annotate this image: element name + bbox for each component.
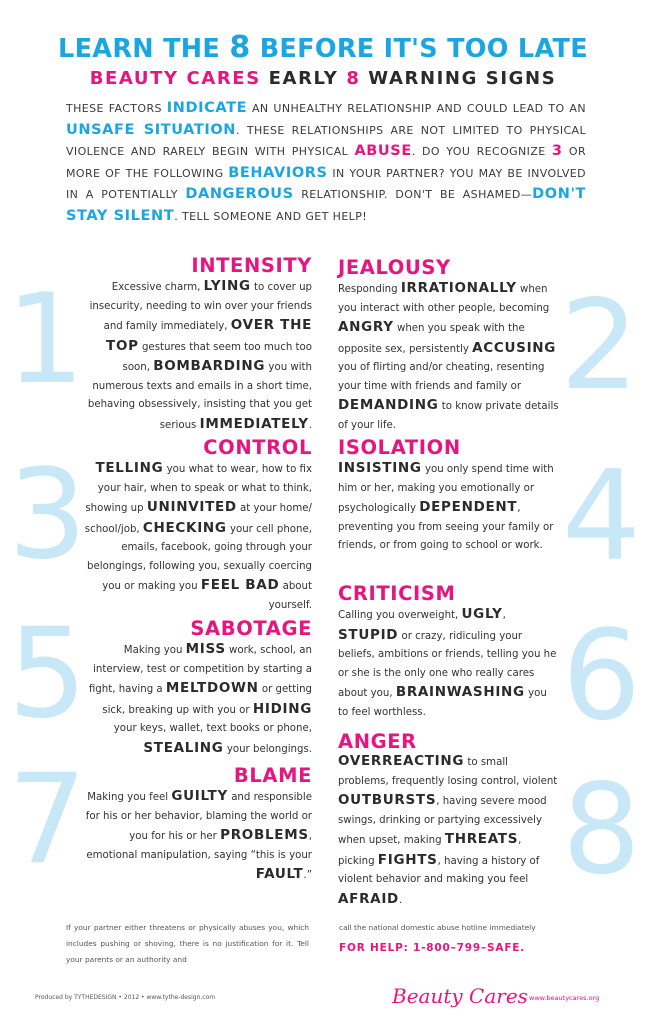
title-number: 8 [229, 30, 251, 65]
desc-text: .” [303, 870, 312, 881]
website-url: www.beautycares.org [529, 994, 600, 1002]
sign-description-control [84, 459, 312, 615]
desc-keyword: FAULT [255, 866, 304, 882]
sign-title-anger: ANGER [338, 730, 417, 753]
desc-keyword: AFRAID [338, 890, 399, 907]
sign-title-intensity: INTENSITY [191, 254, 312, 277]
desc-text: you what to wear, how to fix your hair, when to speak or what to think, showing up [85, 464, 312, 514]
desc-text: , having a history of violent behavior and making you feel [338, 855, 540, 885]
intro-keyword: ABUSE [354, 143, 412, 159]
intro-keyword: BEHAVIORS [228, 164, 328, 181]
intro-text: RELATIONSHIP. DON'T BE ASHAMED— [293, 188, 533, 201]
helpline-number: FOR HELP: 1-800–799–SAFE. [339, 942, 526, 954]
desc-keyword: GUILTY [171, 788, 228, 804]
desc-text: to cover up insecurity, needing to win over your friends and family immediately, [89, 282, 312, 332]
title-text-b: BEFORE IT'S TOO LATE [250, 34, 588, 64]
subtitle-text-b: EARLY [260, 68, 347, 89]
desc-keyword: BRAINWASHING [395, 684, 525, 700]
desc-text: . [398, 894, 403, 906]
desc-text: to small problems, frequently losing control, violent [338, 757, 558, 787]
subtitle-brand: BEAUTY CARES [89, 68, 261, 89]
intro-keyword: UNSAFE SITUATION [66, 121, 236, 138]
sign-description-sabotage [84, 640, 312, 759]
intro-text: . TELL SOMEONE AND GET HELP! [174, 209, 368, 223]
desc-text: you with numerous texts and emails in a short time, behaving obsessively, insisting that you get serious [87, 362, 312, 431]
desc-keyword: UNINVITED [146, 499, 237, 515]
desc-text: your cell phone, emails, facebook, going through your belongings, following you, sexually coercing you or making you [87, 523, 312, 592]
design-credit: Produced by TYTHEDESIGN • 2012 • www.tythe-design.com [35, 994, 216, 1001]
desc-text: when you speak with the opposite sex, persistently [338, 323, 525, 355]
desc-text: , preventing you from seeing your family or friends, or from going to school or work. [338, 503, 554, 551]
sign-description-intensity [84, 277, 312, 435]
desc-keyword: FEEL BAD [200, 577, 280, 593]
desc-text: , [502, 610, 506, 621]
desc-text: Making you [123, 645, 186, 656]
desc-text: your keys, wallet, text books or phone, [113, 723, 312, 734]
desc-keyword: PROBLEMS [220, 827, 309, 843]
sign-description-anger [338, 752, 560, 910]
desc-text: , emotional manipulation, saying “this is your [86, 831, 312, 861]
intro-keyword: 3 [551, 143, 563, 159]
subtitle-text-c: WARNING SIGNS [360, 68, 557, 89]
sign-title-control: CONTROL [203, 436, 312, 459]
desc-text: when you interact with other people, becoming [338, 284, 550, 314]
footer-note-left: If your partner either threatens or physically abuses you, which includes pushing or shoving, there is no justification for it. Tell your parents or an authority and [66, 923, 309, 964]
desc-keyword: STEALING [143, 739, 224, 756]
sign-number-6: 6 [562, 604, 641, 748]
desc-text: to know private details of your life. [338, 401, 559, 431]
desc-keyword: MELTDOWN [165, 680, 259, 696]
desc-keyword: HIDING [252, 700, 312, 717]
desc-text: work, school, an interview, test or competition by starting a fight, having a [88, 645, 312, 695]
page-title [0, 30, 646, 65]
sign-number-7: 7 [8, 748, 87, 892]
desc-text: , picking [338, 835, 522, 867]
desc-keyword: INSISTING [338, 460, 422, 476]
desc-keyword: FIGHTS [377, 851, 438, 868]
desc-keyword: IMMEDIATELY [199, 415, 309, 432]
desc-text: Excessive charm, [111, 282, 204, 293]
desc-text: Calling you overweight, [338, 610, 462, 621]
sign-number-1: 1 [6, 268, 85, 412]
sign-title-criticism: CRITICISM [338, 582, 456, 605]
desc-keyword: OUTBURSTS [338, 792, 437, 808]
desc-text: . [308, 419, 312, 431]
desc-text: Making you feel [87, 792, 172, 803]
desc-keyword: THREATS [444, 831, 519, 847]
desc-keyword: DEPENDENT [419, 499, 518, 515]
sign-number-8: 8 [562, 758, 641, 902]
sign-title-jealousy: JEALOUSY [338, 256, 451, 279]
desc-text: or crazy, ridiculing your beliefs, ambitions or friends, telling you he or she is the only one who really cares about you, [338, 630, 557, 699]
desc-text: , having severe mood swings, drinking or partying excessively when upset, making [338, 796, 547, 846]
sign-number-5: 5 [8, 602, 87, 746]
desc-keyword: CHECKING [142, 519, 227, 536]
footer-note-right: call the national domestic abuse hotline immediately [339, 923, 536, 932]
desc-keyword: STUPID [338, 626, 399, 643]
intro-text: OR MORE OF THE FOLLOWING [66, 145, 587, 180]
desc-text: you of flirting and/or cheating, resenting your time with friends and family or [338, 362, 545, 392]
desc-text: or getting sick, breaking up with you or [102, 684, 312, 716]
desc-keyword: ACCUSING [472, 339, 557, 356]
intro-text: AN UNHEALTHY RELATIONSHIP AND COULD LEAD TO AN [247, 102, 586, 115]
sign-title-sabotage: SABOTAGE [190, 617, 312, 640]
intro-keyword: INDICATE [166, 100, 248, 116]
desc-text: Responding [338, 284, 401, 295]
intro-keyword: DANGEROUS [185, 186, 294, 202]
desc-text: gestures that seem too much too soon, [122, 341, 312, 373]
desc-text: and responsible for his or her behavior, blaming the world or you for his or her [85, 792, 312, 842]
subtitle-number: 8 [346, 68, 361, 89]
desc-keyword: LYING [203, 278, 251, 294]
sign-description-criticism [338, 605, 560, 722]
intro-text: . DO YOU RECOGNIZE [411, 145, 552, 158]
sign-number-3: 3 [8, 443, 87, 587]
desc-keyword: UGLY [461, 606, 503, 622]
desc-keyword: DEMANDING [338, 397, 439, 413]
sign-title-isolation: ISOLATION [338, 436, 461, 459]
intro-paragraph [66, 98, 586, 227]
title-text-a: LEARN THE [58, 34, 230, 64]
intro-keyword: DON'T STAY SILENT [66, 186, 586, 224]
desc-keyword: OVERREACTING [338, 753, 465, 769]
desc-keyword: MISS [185, 641, 226, 657]
intro-text: IN YOUR PARTNER? YOU MAY BE INVOLVED IN A POTENTIALLY [66, 166, 586, 201]
desc-keyword: BOMBARDING [153, 358, 266, 374]
desc-text: about yourself. [268, 581, 312, 611]
sign-number-2: 2 [560, 274, 639, 418]
beauty-cares-logo: Beauty Cares [392, 984, 528, 1008]
intro-text: THESE FACTORS [66, 102, 167, 115]
sign-number-4: 4 [562, 445, 641, 589]
desc-text: your belongings. [223, 743, 312, 755]
desc-keyword: IRRATIONALLY [400, 280, 517, 296]
sign-description-blame [84, 787, 312, 886]
desc-keyword: OVER THE TOP [106, 317, 312, 354]
desc-keyword: TELLING [95, 460, 164, 476]
sign-title-blame: BLAME [233, 764, 312, 787]
desc-text: you to feel worthless. [338, 688, 547, 718]
page-subtitle [0, 68, 646, 89]
sign-description-jealousy [338, 279, 562, 435]
desc-text: at your home/ school/job, [84, 503, 312, 535]
intro-text: . THESE RELATIONSHIPS ARE NOT LIMITED TO PHYSICAL VIOLENCE AND RARELY BEGIN WITH PHYSICAL [66, 123, 586, 158]
desc-keyword: ANGRY [338, 319, 394, 335]
sign-description-isolation [338, 459, 558, 556]
desc-text: you only spend time with him or her, making you emotionally or psychologically [338, 464, 554, 514]
